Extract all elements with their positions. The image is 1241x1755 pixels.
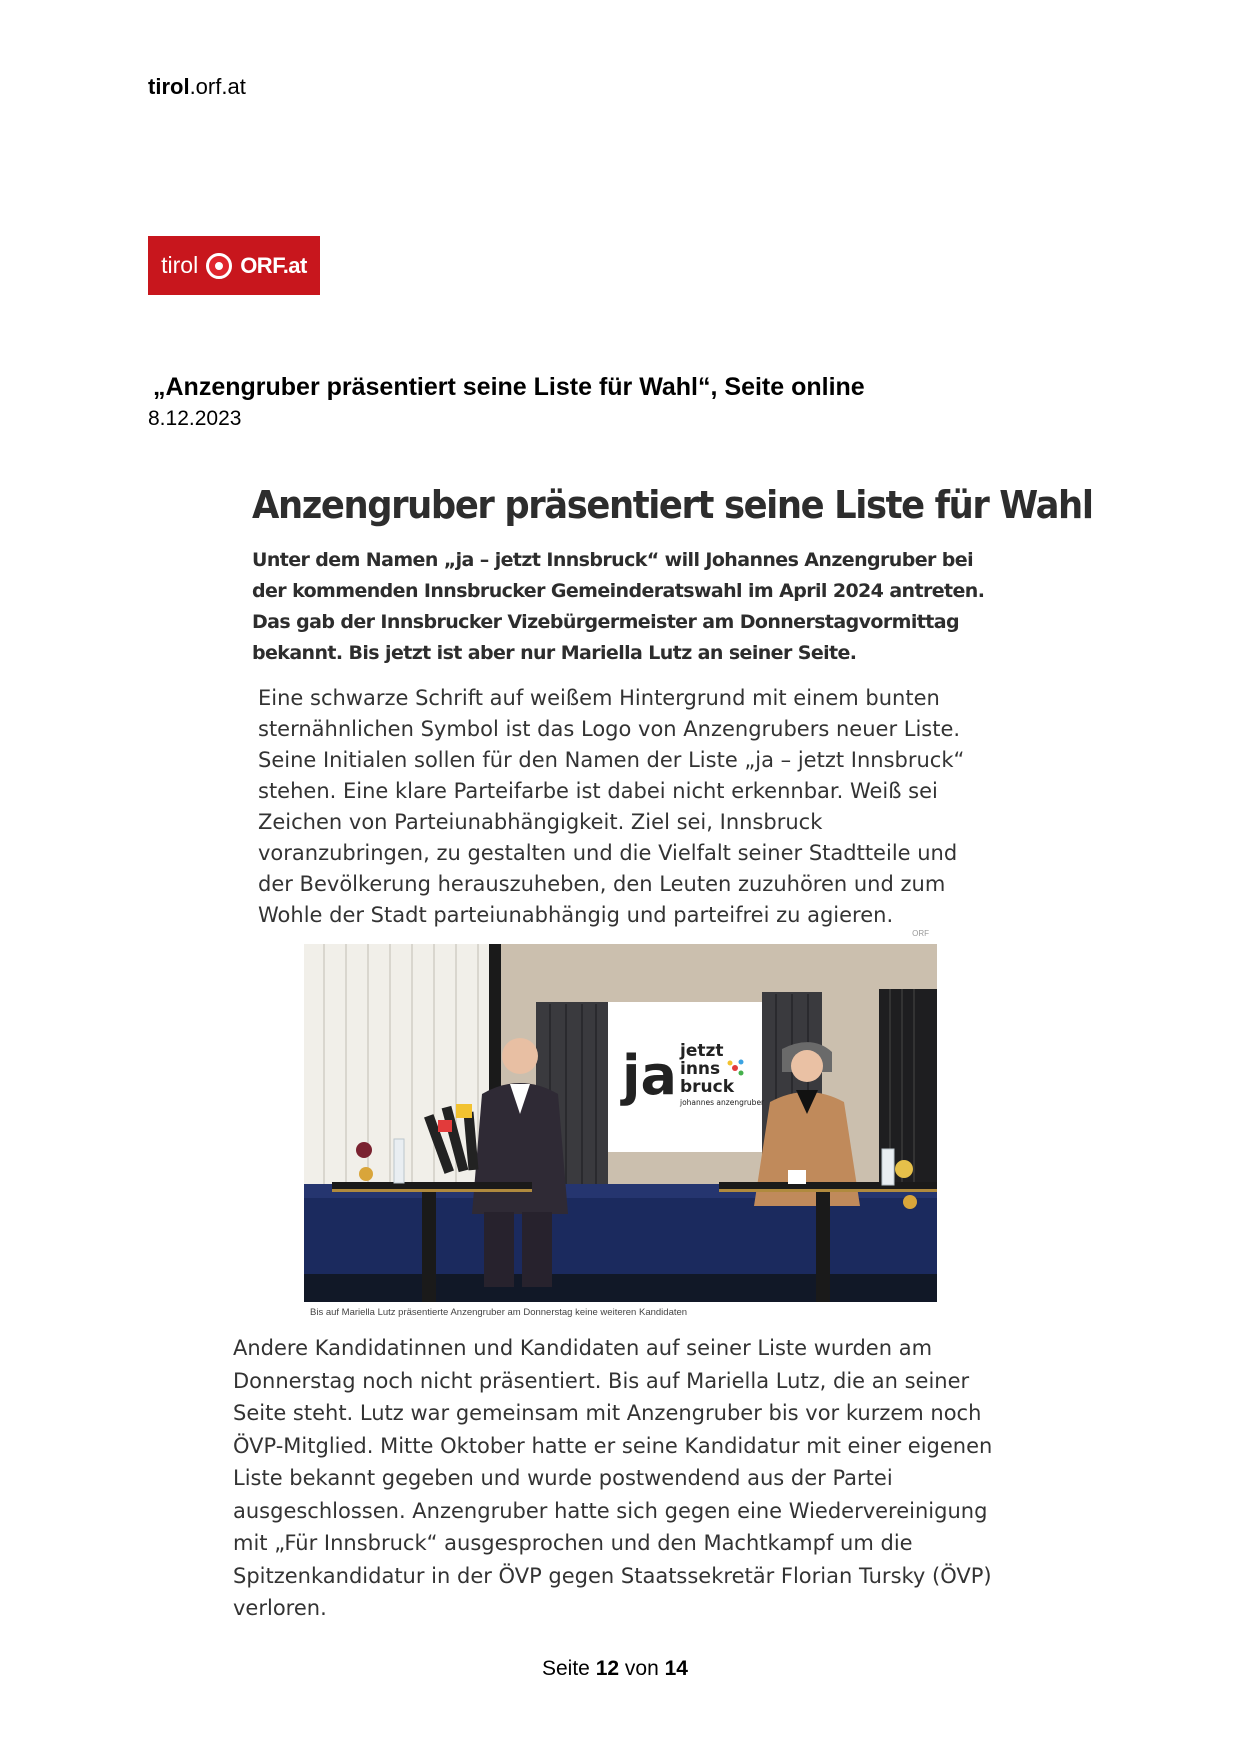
article-lead: Unter dem Namen „ja – jetzt Innsbruck“ will Johannes Anzengruber bei der kommenden Innsbrucker Gemeinderatswahl im April 2024 antreten. Das gab der Innsbrucker Vizebürgermeister am Donnerstagvormittag bekannt. Bis jetzt ist aber nur Mariella Lutz an seiner Seite. <box>252 549 985 664</box>
photo-logo-ja: ja <box>622 1044 677 1107</box>
footer-prefix: Seite <box>542 1657 590 1680</box>
photo-illustration <box>304 944 937 1302</box>
article-paragraph-2: Andere Kandidatinnen und Kandidaten auf seiner Liste wurden am Donnerstag noch nicht präsentiert. Bis auf Mariella Lutz, die an seiner Seite steht. Lutz war gemeinsam mit Anzengruber bis vor kurzem noch ÖVP-Mitglied. Mitte Oktober hatte er seine Kandidatur mit einer eigenen Liste bekannt gegeben und wurde postwendend aus der Partei ausgeschlossen. Anzengruber hatte sich gegen eine Wiedervereinigung mit „Für Innsbruck“ ausgesprochen und den Machtkampf um die Spitzenkandidatur in der ÖVP gegen Staatssekretär Florian Tursky (ÖVP) verloren. <box>233 1336 993 1620</box>
photo-credit: ORF <box>912 929 929 938</box>
article-paragraph-1: Eine schwarze Schrift auf weißem Hintergrund mit einem bunten sternähnlichen Symbol ist das Logo von Anzengrubers neuer Liste. Seine Initialen sollen für den Namen der Liste „ja – jetzt Innsbruck“ stehen. Eine klare Parteifarbe ist dabei nicht erkennbar. Weiß sei Zeichen von Parteiunabhängigkeit. Ziel sei, Innsbruck voranzubringen, zu gestalten und die Vielfalt seiner Stadtteile und der Bevölkerung herauszuheben, den Leuten zuzuhören und zum Wohle der Stadt parteiunabhängig und parteifrei zu agieren. <box>258 686 965 927</box>
photo-logo-sub: johannes anzengruber <box>680 1098 765 1107</box>
footer-total-pages: 14 <box>664 1657 688 1680</box>
article-photo <box>304 944 937 1302</box>
logo-right-text: ORF.at <box>240 252 307 278</box>
footer-current-page: 12 <box>595 1657 620 1680</box>
photo-logo-line3: bruck <box>680 1077 735 1097</box>
photo-logo-line2: inns <box>680 1059 721 1079</box>
photo-caption: Bis auf Mariella Lutz präsentierte Anzengruber am Donnerstag keine weiteren Kandidaten <box>310 1307 688 1318</box>
tirol-orf-logo <box>148 236 320 295</box>
document-date: 8.12.2023 <box>148 407 242 430</box>
site-name-bold: tirol <box>148 74 190 99</box>
site-name <box>148 74 246 100</box>
document-title: „Anzengruber präsentiert seine Liste für Wahl“, Seite online <box>153 373 865 401</box>
page-number-footer <box>542 1657 688 1681</box>
site-name-rest: .orf.at <box>189 74 246 99</box>
article-photo-figure <box>304 929 937 1321</box>
logo-left-text: tirol <box>161 252 199 278</box>
article-headline: Anzengruber präsentiert seine Liste für Wahl <box>252 483 1093 527</box>
footer-middle: von <box>624 1657 659 1680</box>
photo-logo-line1: jetzt <box>680 1041 724 1061</box>
orf-eye-icon <box>206 253 232 279</box>
